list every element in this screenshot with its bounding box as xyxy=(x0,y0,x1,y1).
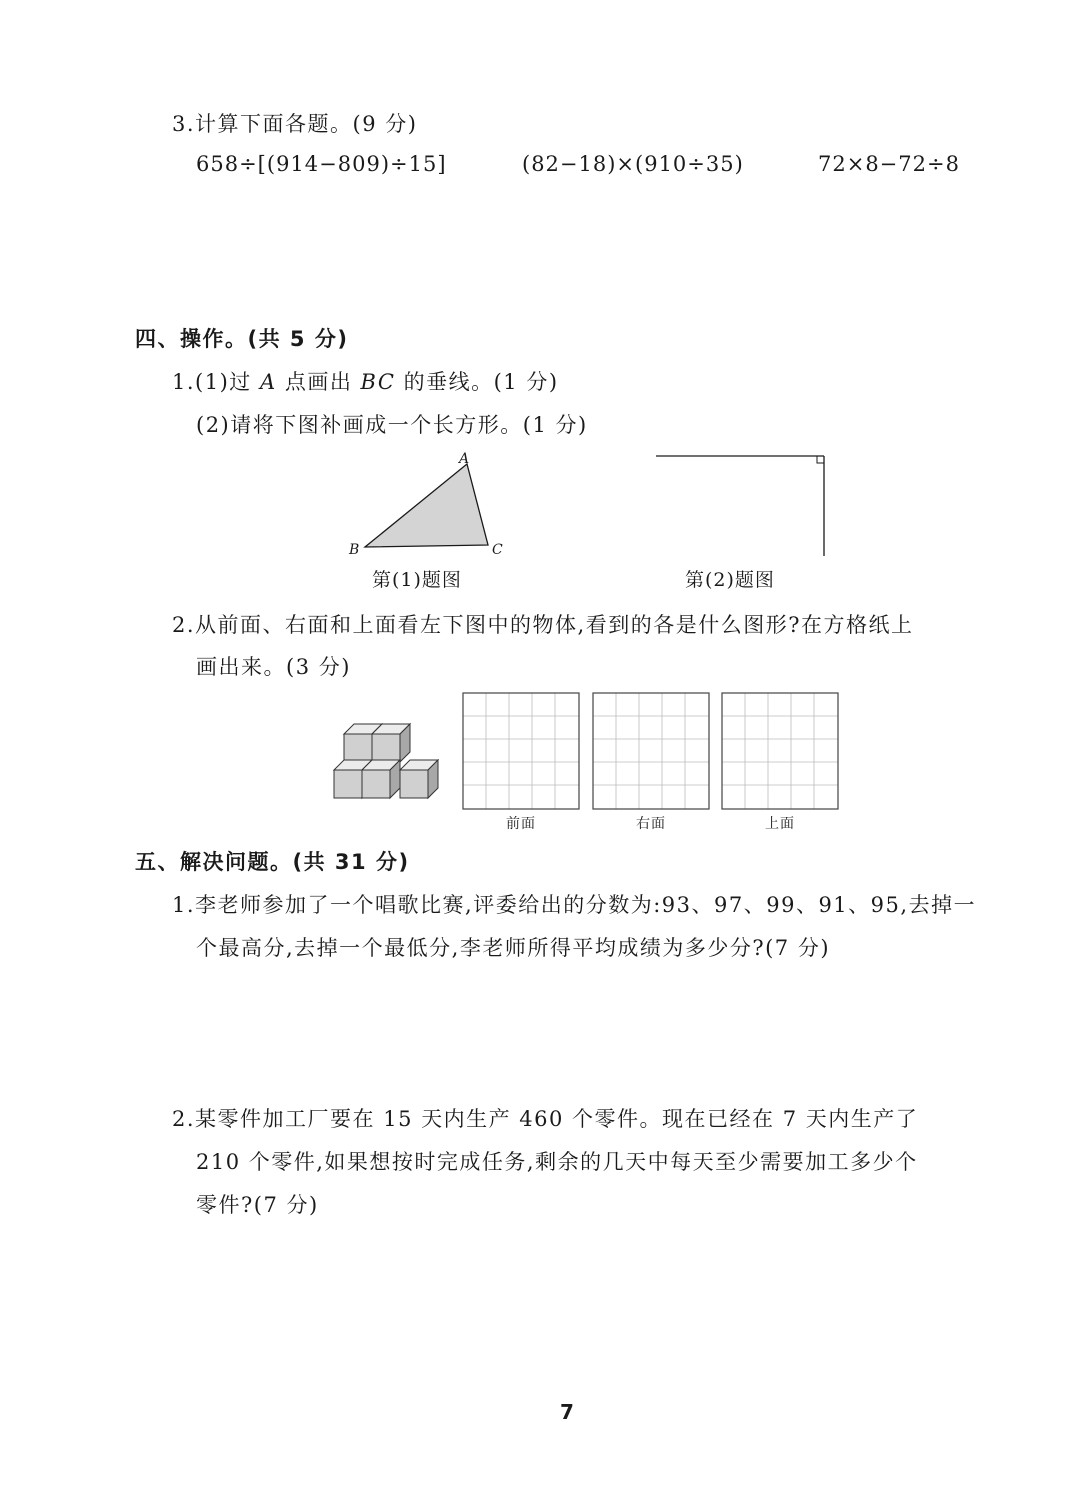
s4-q1-line: BC xyxy=(360,370,396,394)
cube-bottom-2 xyxy=(362,760,400,798)
cube-top-right xyxy=(372,724,410,762)
grid-top xyxy=(721,692,839,810)
cube-object-figure xyxy=(330,718,445,803)
q3-expression-2: (82−18)×(910÷35) xyxy=(522,152,744,176)
grid-label-front: 前面 xyxy=(506,816,536,832)
grid-right xyxy=(592,692,710,810)
q3-title: 3.计算下面各题。(9 分) xyxy=(172,112,418,136)
section5-title: 五、解决问题。(共 31 分) xyxy=(135,850,410,874)
s4-q2-line1: 2.从前面、右面和上面看左下图中的物体,看到的各是什么图形?在方格纸上 xyxy=(172,613,914,637)
label-c: C xyxy=(492,542,503,558)
grid-label-top: 上面 xyxy=(765,816,795,832)
triangle-figure xyxy=(340,448,520,563)
grid-label-right: 右面 xyxy=(636,816,666,832)
s5-q1-line1: 1.李老师参加了一个唱歌比赛,评委给出的分数为:93、97、99、91、95,去掉一 xyxy=(172,893,977,917)
s4-q1-mid: 点画出 xyxy=(284,370,353,394)
q3-expression-3: 72×8−72÷8 xyxy=(818,152,960,176)
fig1-caption: 第(1)题图 xyxy=(372,569,462,591)
triangle-abc xyxy=(365,464,488,547)
page-number: 7 xyxy=(560,1400,574,1424)
q3-expression-1: 658÷[(914−809)÷15] xyxy=(196,152,447,176)
s5-q2-line3: 零件?(7 分) xyxy=(196,1193,319,1217)
grid-front xyxy=(462,692,580,810)
label-b: B xyxy=(349,542,360,558)
section4-title: 四、操作。(共 5 分) xyxy=(135,327,349,351)
label-a: A xyxy=(459,451,470,467)
right-angle-figure xyxy=(650,450,830,560)
s5-q2-line2: 210 个零件,如果想按时完成任务,剩余的几天中每天至少需要加工多少个 xyxy=(196,1150,918,1174)
s5-q2-line1: 2.某零件加工厂要在 15 天内生产 460 个零件。现在已经在 7 天内生产了 xyxy=(172,1107,919,1131)
s4-q1-suffix: 的垂线。(1 分) xyxy=(403,370,559,394)
fig2-caption: 第(2)题图 xyxy=(685,569,775,591)
s4-q2-line2: 画出来。(3 分) xyxy=(196,655,351,679)
s5-q1-line2: 个最高分,去掉一个最低分,李老师所得平均成绩为多少分?(7 分) xyxy=(196,936,831,960)
s4-q1-part2: (2)请将下图补画成一个长方形。(1 分) xyxy=(196,413,588,437)
s4-q1-part1 xyxy=(172,366,559,396)
cube-bottom-3 xyxy=(400,760,438,798)
s4-q1-prefix: 1.(1)过 xyxy=(172,370,252,394)
s4-q1-point: A xyxy=(259,370,277,394)
right-angle-mark xyxy=(817,456,824,463)
